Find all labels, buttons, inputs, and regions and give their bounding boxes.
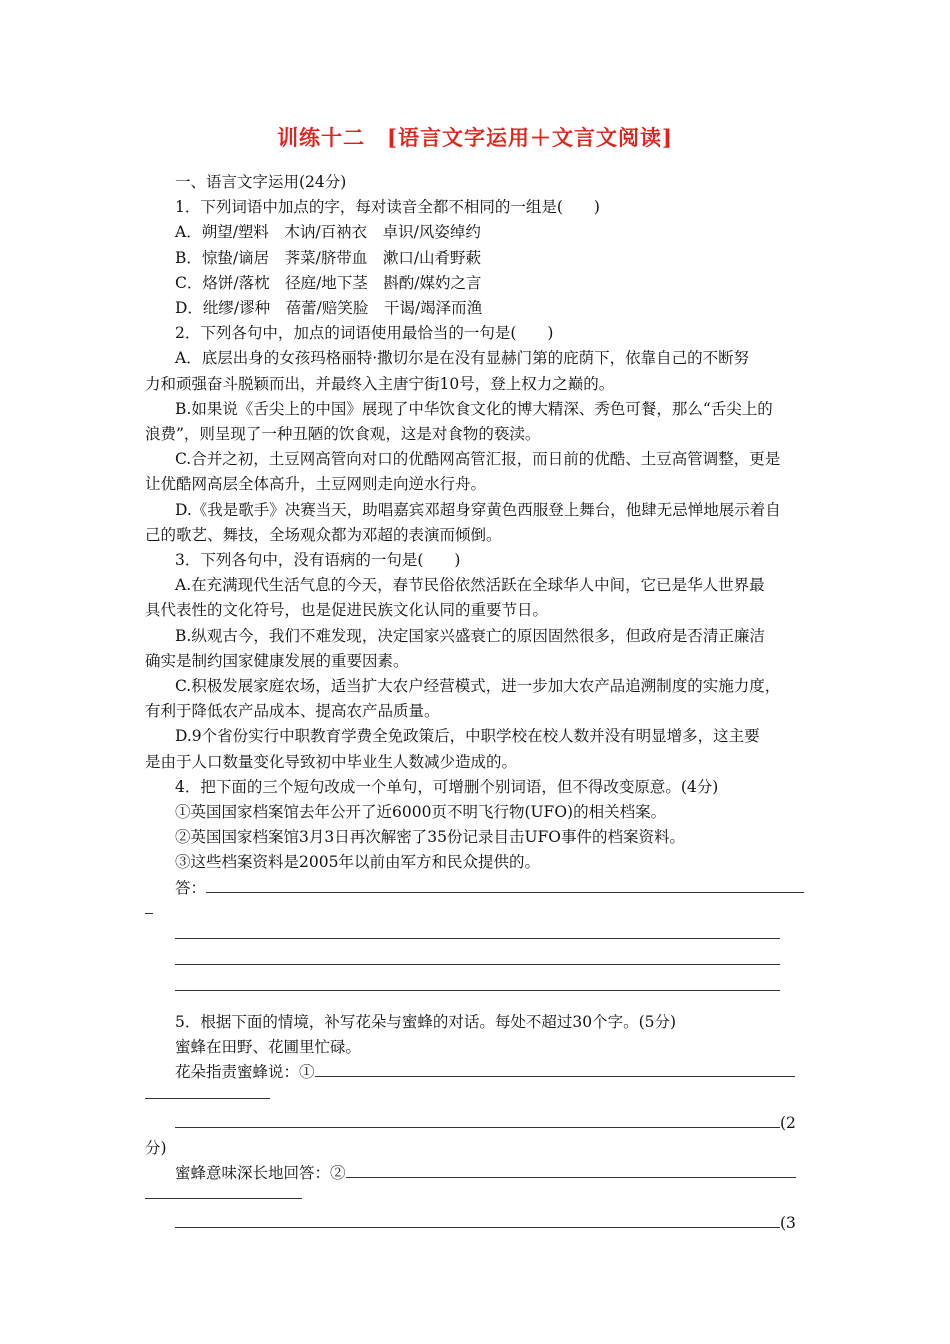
question-2-option-c-line2: 让优酷网高层全体高升，土豆网则走向逆水行舟。	[145, 475, 487, 494]
section-heading: 一、语言文字运用(24分)	[175, 173, 347, 191]
flower-line	[145, 1060, 810, 1085]
question-1-option-c: C．烙饼/落枕 径庭/地下茎 斟酌/媒妁之言	[175, 273, 482, 292]
question-2-option-b-line2: 浪费”，则呈现了一种丑陋的饮食观，这是对食物的亵渎。	[145, 425, 541, 444]
bee-answer-blank-tail	[145, 1186, 302, 1199]
question-3-option-a-line2: 具代表性的文化符号，也是促进民族文化认同的重要节日。	[145, 601, 549, 620]
question-4-sentence-2: ②英国国家档案馆3月3日再次解密了35份记录目击UFO事件的档案资料。	[175, 828, 685, 847]
question-1-option-d: D．纰缪/谬种 蓓蕾/赔笑脸 干谒/竭泽而渔	[175, 299, 483, 318]
answer-blank-3[interactable]	[175, 952, 780, 965]
bee-prompt: 蜜蜂意味深长地回答：②	[175, 1163, 346, 1182]
bee-line	[145, 1161, 810, 1186]
answer-blank-4[interactable]	[175, 978, 780, 991]
question-2-option-b-line1: B.如果说《舌尖上的中国》展现了中华饮食文化的博大精深、秀色可餐，那么“舌尖上的	[175, 399, 773, 418]
question-3-option-c-line2: 有利于降低农产品成本、提高农产品质量。	[145, 702, 440, 721]
flower-score-row	[145, 1111, 810, 1136]
answer-blank-1[interactable]	[206, 878, 804, 893]
question-2-option-d-line1: D.《我是歌手》决赛当天，助唱嘉宾邓超身穿黄色西服登上舞台，他肆无忌惮地展示着自	[175, 500, 781, 519]
flower-prompt: 花朵指责蜜蜂说：①	[175, 1063, 315, 1082]
question-3-option-d-line2: 是由于人口数量变化导致初中毕业生人数减少造成的。	[145, 752, 518, 771]
question-2-option-a-line1: A．底层出身的女孩玛格丽特·撒切尔是在没有显赫门第的庇荫下，依靠自己的不断努	[175, 349, 750, 368]
question-4-sentence-1: ①英国国家档案馆去年公开了近6000页不明飞行物(UFO)的相关档案。	[175, 803, 667, 822]
question-3-option-a-line1: A.在充满现代生活气息的今天，春节民俗依然活跃在全球华人中间，它已是华人世界最	[175, 576, 765, 595]
question-4-answer-row	[145, 876, 810, 901]
question-5-stem: 5．根据下面的情境，补写花朵与蜜蜂的对话。每处不超过30个字。(5分)	[175, 1012, 677, 1031]
answer-blank-2[interactable]	[175, 926, 780, 939]
question-2-option-d-line2: 己的歌艺、舞技，全场观众都为邓超的表演而倾倒。	[145, 525, 502, 544]
flower-score-cont: 分)	[145, 1138, 167, 1157]
question-2-stem: 2．下列各句中，加点的词语使用最恰当的一句是( )	[175, 324, 554, 343]
answer-blank-tail	[145, 901, 153, 914]
bee-answer-blank-2[interactable]	[175, 1213, 780, 1228]
page-title: 训练十二 [语言文字运用＋文言文阅读]	[277, 125, 673, 150]
flower-answer-blank[interactable]	[315, 1062, 795, 1077]
bee-score-row	[145, 1211, 810, 1236]
question-1-option-a: A．朔望/塑料 木讷/百衲衣 卓识/风姿绰约	[175, 223, 481, 242]
answer-label: 答：	[175, 878, 207, 897]
question-3-option-b-line1: B.纵观古今，我们不难发现，决定国家兴盛衰亡的原因固然很多，但政府是否清正廉洁	[175, 626, 765, 645]
question-3-option-c-line1: C.积极发展家庭农场，适当扩大农户经营模式，进一步加大农产品追溯制度的实施力度，	[175, 677, 781, 696]
question-4-sentence-3: ③这些档案资料是2005年以前由军方和民众提供的。	[175, 853, 540, 872]
bee-score: (3	[780, 1214, 796, 1233]
question-1-stem: 1．下列词语中加点的字，每对读音全都不相同的一组是( )	[175, 198, 600, 217]
question-5-scene: 蜜蜂在田野、花圃里忙碌。	[175, 1038, 362, 1057]
question-2-option-a-line2: 力和顽强奋斗脱颖而出，并最终入主唐宁街10号，登上权力之巅的。	[145, 374, 615, 393]
exercise-content	[145, 170, 810, 1236]
question-3-option-d-line1: D.9个省份实行中职教育学费全免政策后，中职学校在校人数并没有明显增多，这主要	[175, 727, 760, 746]
question-2-option-c-line1: C.合并之初，土豆网高管向对口的优酷网高管汇报，而日前的优酷、土豆高管调整，更是	[175, 450, 781, 469]
question-1-option-b: B．惊蛰/谪居 荠菜/脐带血 漱口/山肴野蔌	[175, 248, 482, 267]
flower-answer-blank-2[interactable]	[175, 1113, 780, 1128]
flower-answer-blank-tail	[145, 1086, 270, 1099]
question-3-stem: 3．下列各句中，没有语病的一句是( )	[175, 551, 461, 570]
bee-answer-blank[interactable]	[346, 1163, 796, 1178]
question-4-stem: 4．把下面的三个短句改成一个单句，可增删个别词语，但不得改变原意。(4分)	[175, 777, 719, 796]
flower-score: (2	[780, 1113, 796, 1132]
question-3-option-b-line2: 确实是制约国家健康发展的重要因素。	[145, 651, 409, 670]
